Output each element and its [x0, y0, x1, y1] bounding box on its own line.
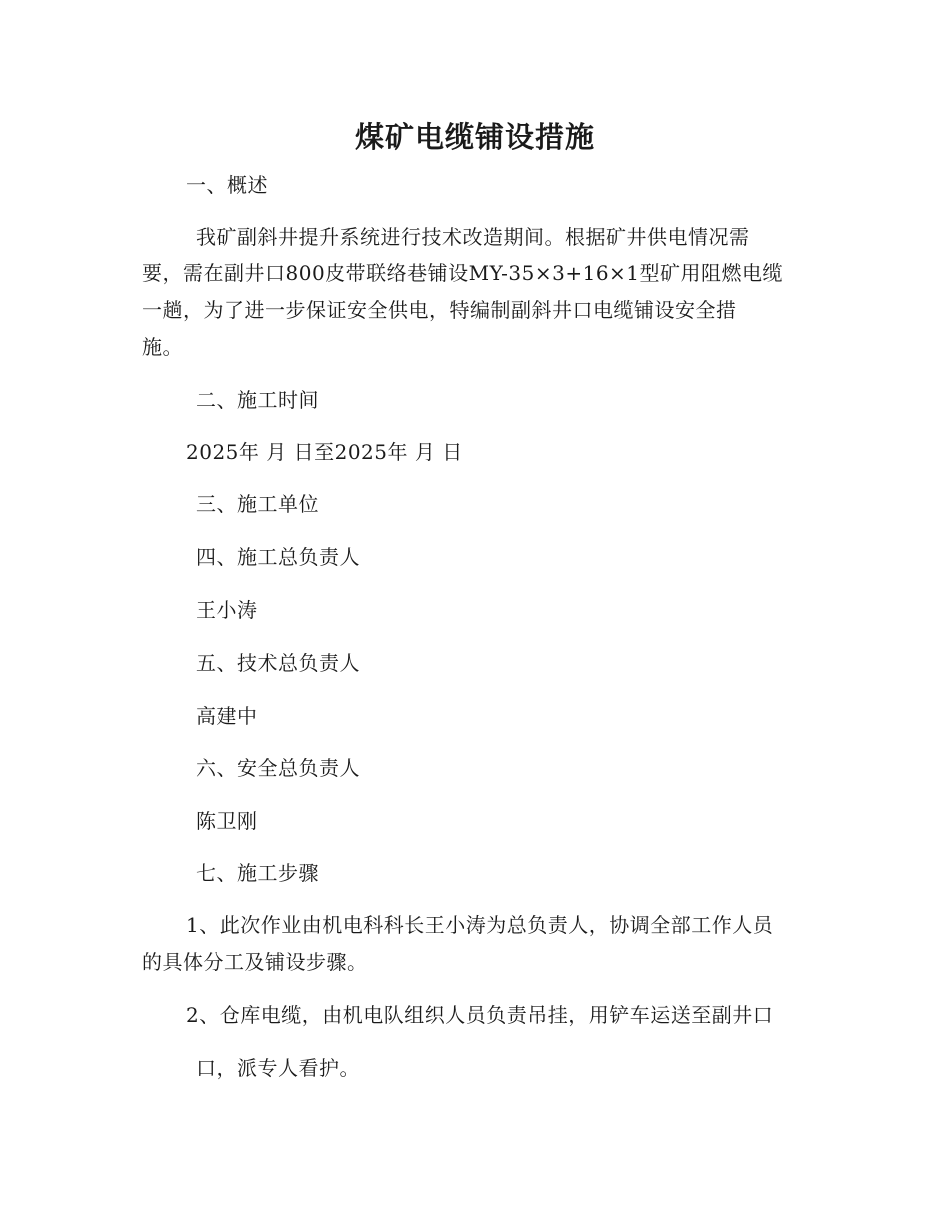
step-line: 口，派专人看护。 — [196, 1056, 360, 1080]
step-line: 2、仓库电缆，由机电队组织人员负责吊挂，用铲车运送至副井口 — [186, 1003, 774, 1027]
section-heading-steps: 七、施工步骤 — [196, 861, 319, 885]
section-heading-unit: 三、施工单位 — [196, 492, 319, 516]
leader-name: 王小涛 — [196, 598, 258, 622]
paragraph-line: 要，需在副井口800皮带联络巷铺设MY-35×3+16×1型矿用阻燃电缆 — [142, 261, 784, 285]
paragraph-line: 一趟，为了进一步保证安全供电，特编制副斜井口电缆铺设安全措 — [142, 298, 737, 322]
step-line: 1、此次作业由机电科科长王小涛为总负责人，协调全部工作人员 — [186, 913, 774, 937]
document-title: 煤矿电缆铺设措施 — [354, 120, 595, 154]
tech-name: 高建中 — [196, 704, 258, 728]
paragraph-line: 施。 — [142, 335, 183, 359]
construction-time-value: 2025年 月 日至2025年 月 日 — [186, 440, 463, 464]
section-heading-overview: 一、概述 — [186, 173, 268, 197]
section-heading-tech: 五、技术总负责人 — [196, 651, 360, 675]
step-line: 的具体分工及铺设步骤。 — [142, 950, 368, 974]
section-heading-safety: 六、安全总负责人 — [196, 756, 360, 780]
paragraph-line: 我矿副斜井提升系统进行技术改造期间。根据矿井供电情况需 — [196, 225, 750, 249]
section-heading-leader: 四、施工总负责人 — [196, 545, 360, 569]
safety-name: 陈卫刚 — [196, 809, 258, 833]
section-heading-time: 二、施工时间 — [196, 388, 319, 412]
